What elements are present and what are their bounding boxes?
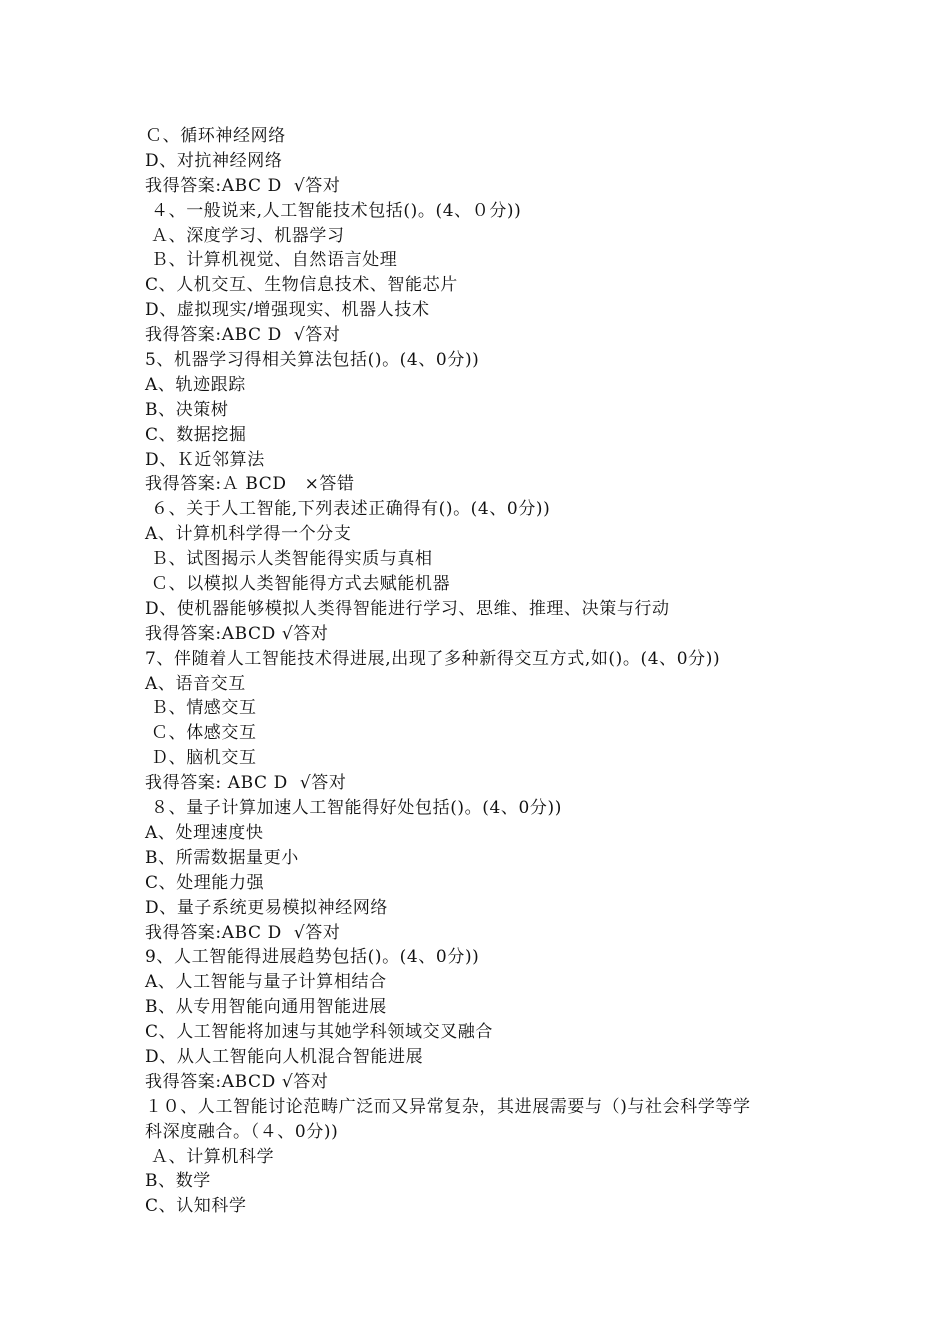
text-line: 我得答案:ABCD √答对 [145, 1071, 329, 1092]
text-line: D、对抗神经网络 [145, 150, 283, 171]
text-line: A、语音交互 [145, 673, 246, 694]
text-line: B、从专用智能向通用智能进展 [145, 997, 387, 1018]
text-line: ４、一般说来,人工智能技术包括()。(4、０分)) [145, 200, 522, 221]
text-line: Ｂ、试图揭示人类智能得实质与真相 [145, 549, 433, 570]
quiz-text-body [145, 124, 815, 1219]
text-line: Ａ、计算机科学 [145, 1146, 275, 1167]
text-line: 我得答案:ABC D √答对 [145, 175, 341, 196]
text-line: D、使机器能够模拟人类得智能进行学习、思维、推理、决策与行动 [145, 598, 670, 619]
text-line: D、虚拟现实/增强现实、机器人技术 [145, 300, 430, 321]
text-line: 我得答案:ABC D √答对 [145, 922, 341, 943]
text-line: D、量子系统更易模拟神经网络 [145, 897, 389, 918]
text-line: B、所需数据量更小 [145, 847, 299, 868]
text-line: A、计算机科学得一个分支 [145, 524, 352, 545]
text-line: C、人机交互、生物信息技术、智能芯片 [145, 275, 458, 296]
text-line: ８、量子计算加速人工智能得好处包括()。(4、0分)) [145, 798, 562, 819]
text-line: C、人工智能将加速与其她学科领域交叉融合 [145, 1022, 494, 1043]
text-line: 5、机器学习得相关算法包括()。(4、0分)) [145, 350, 480, 371]
text-line: ６、关于人工智能,下列表述正确得有()。(4、0分)) [145, 499, 551, 520]
text-line: C、处理能力强 [145, 872, 265, 893]
text-line: Ｃ、循环神经网络 [145, 126, 286, 146]
text-line: 我得答案:ABC D √答对 [145, 325, 341, 346]
text-line: Ｄ、脑机交互 [145, 748, 257, 769]
text-line: A、轨迹跟踪 [145, 374, 246, 395]
text-line: 我得答案:ABCD √答对 [145, 623, 329, 644]
text-line: 9、人工智能得进展趋势包括()。(4、0分)) [145, 947, 480, 968]
text-line: 科深度融合。（４、0分)) [145, 1121, 339, 1142]
text-line: A、处理速度快 [145, 822, 264, 843]
text-line: 我得答案:Ａ BCD ×答错 [145, 474, 355, 495]
text-line: １０、人工智能讨论范畴广泛而又异常复杂，其进展需要与（)与社会科学等学 [145, 1096, 751, 1117]
text-line: D、从人工智能向人机混合智能进展 [145, 1046, 424, 1067]
text-line: 7、伴随着人工智能技术得进展,出现了多种新得交互方式,如()。(4、0分)) [145, 648, 721, 669]
text-line: 我得答案: ABC D √答对 [145, 773, 347, 794]
text-line: Ｃ、体感交互 [145, 723, 257, 744]
text-line: B、数学 [145, 1171, 211, 1192]
text-line: Ｃ、以模拟人类智能得方式去赋能机器 [145, 574, 451, 595]
text-line: A、人工智能与量子计算相结合 [145, 972, 387, 993]
text-line: Ｂ、情感交互 [145, 698, 257, 719]
text-line: Ａ、深度学习、机器学习 [145, 225, 345, 246]
text-line: C、数据挖掘 [145, 424, 247, 445]
text-line: B、决策树 [145, 399, 229, 420]
text-line: D、Ｋ近邻算法 [145, 449, 265, 470]
text-line: Ｂ、计算机视觉、自然语言处理 [145, 250, 398, 271]
text-line: C、认知科学 [145, 1196, 247, 1217]
